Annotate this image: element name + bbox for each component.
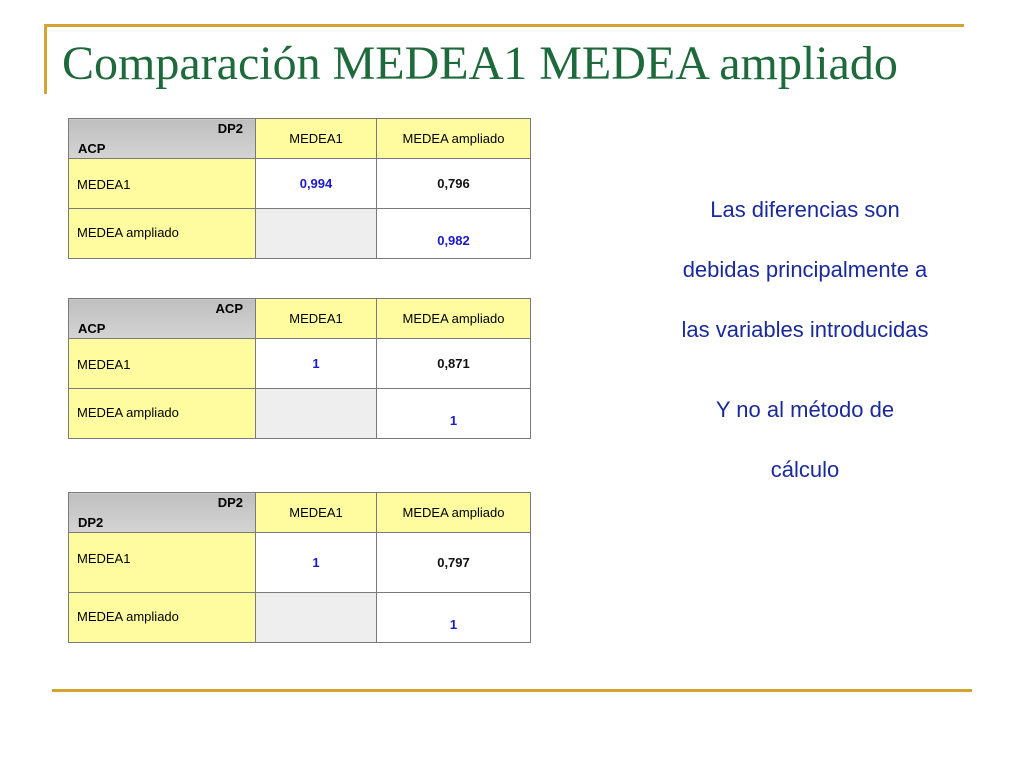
corner-top-label: DP2 xyxy=(217,495,243,510)
note-line: Las diferencias son xyxy=(710,197,900,222)
comparison-table-dp2-dp2 xyxy=(68,492,531,643)
note-line: cálculo xyxy=(770,457,840,482)
comparison-table-dp2-acp xyxy=(68,118,531,259)
table-corner xyxy=(69,119,256,159)
column-header: MEDEA ampliado xyxy=(377,119,531,159)
table-cell: 1 xyxy=(256,533,377,593)
table-corner xyxy=(69,493,256,533)
table-cell: 0,871 xyxy=(377,339,531,389)
row-header: MEDEA1 xyxy=(69,533,256,593)
table-cell: 0,982 xyxy=(377,209,531,259)
row-header: MEDEA ampliado xyxy=(69,209,256,259)
corner-top-label: DP2 xyxy=(217,121,243,136)
row-header: MEDEA ampliado xyxy=(69,389,256,439)
note-line: Y no al método de xyxy=(715,397,895,422)
conclusion-note xyxy=(640,180,970,360)
table-cell: 1 xyxy=(256,339,377,389)
table-cell: 1 xyxy=(377,593,531,643)
row-header: MEDEA1 xyxy=(69,339,256,389)
table-cell: 1 xyxy=(377,389,531,439)
slide-title: Comparación MEDEA1 MEDEA ampliado xyxy=(62,37,898,90)
corner-bottom-label: DP2 xyxy=(78,515,104,530)
column-header: MEDEA ampliado xyxy=(377,299,531,339)
empty-cell xyxy=(256,209,377,259)
empty-cell xyxy=(256,593,377,643)
table-cell: 0,797 xyxy=(377,533,531,593)
row-header: MEDEA1 xyxy=(69,159,256,209)
bottom-rule xyxy=(52,689,972,692)
note-line: debidas principalmente a xyxy=(682,257,928,282)
comparison-table-acp-acp xyxy=(68,298,531,439)
note-line: las variables introducidas xyxy=(681,317,929,342)
corner-bottom-label: ACP xyxy=(78,141,106,156)
column-header: MEDEA1 xyxy=(256,493,377,533)
row-header: MEDEA ampliado xyxy=(69,593,256,643)
empty-cell xyxy=(256,389,377,439)
conclusion-note-2 xyxy=(640,380,970,500)
table-corner xyxy=(69,299,256,339)
table-cell: 0,796 xyxy=(377,159,531,209)
column-header: MEDEA1 xyxy=(256,299,377,339)
corner-bottom-label: ACP xyxy=(78,321,106,336)
column-header: MEDEA ampliado xyxy=(377,493,531,533)
table-cell: 0,994 xyxy=(256,159,377,209)
corner-top-label: ACP xyxy=(215,301,243,316)
top-rule xyxy=(44,24,964,27)
left-rule xyxy=(44,24,47,94)
column-header: MEDEA1 xyxy=(256,119,377,159)
